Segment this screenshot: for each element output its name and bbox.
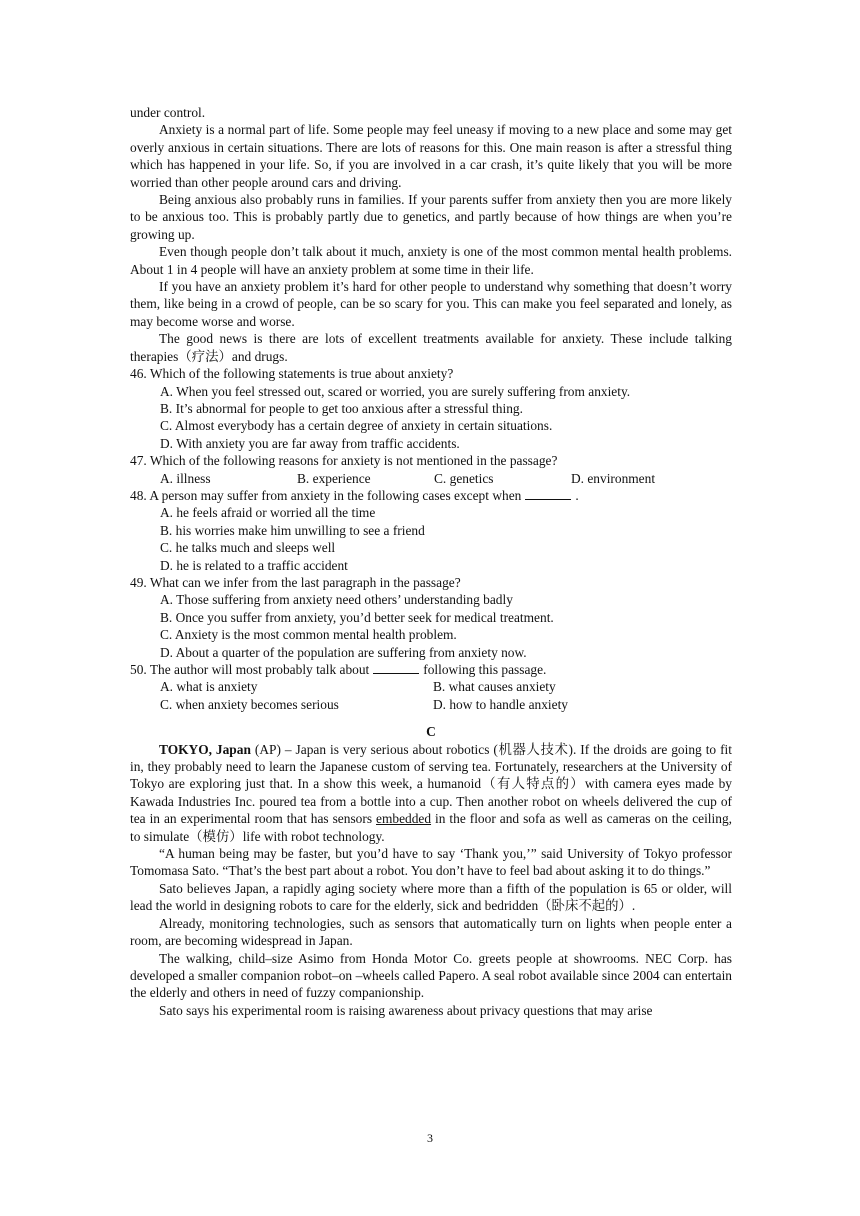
dateline: TOKYO, Japan bbox=[159, 741, 251, 757]
section-heading: C bbox=[426, 724, 436, 740]
answer-option: A. When you feel stressed out, scared or worried, you are surely suffering from anxiety. bbox=[160, 383, 631, 399]
answer-option: B. what causes anxiety bbox=[433, 679, 556, 695]
question-46 bbox=[130, 365, 732, 452]
question-stem-text: 48. A person may suffer from anxiety in the following cases except when bbox=[130, 487, 522, 503]
answer-option: C. Almost everybody has a certain degree of anxiety in certain situations. bbox=[160, 418, 553, 434]
answer-option: D. About a quarter of the population are suffering from anxiety now. bbox=[160, 644, 527, 660]
question-50 bbox=[130, 661, 732, 713]
paragraph: Sato believes Japan, a rapidly aging society where more than a fifth of the population is 65 or older, will lead the world in designing robots to care for the elderly, sick and bedridden（卧床不起的）. bbox=[130, 880, 732, 914]
paragraph: under control. bbox=[130, 105, 206, 120]
paragraph-text: (AP) – Japan is very serious about robotics (机器人技术). If the droids are going to fit in, they probably need to learn the Japanese custom of serving tea. Fortunately, researchers at the University of Tokyo are exploring just that. In a show this week, a humanoid（有人特点的）with camera eyes made by Kawada Industries Inc. poured tea from a bottle into a cup. Then another robot on wheels delivered the cup of tea in an experimental room that has sensors bbox=[130, 741, 732, 827]
answer-blank bbox=[525, 487, 571, 500]
answer-option: B. It’s abnormal for people to get too anxious after a stressful thing. bbox=[160, 400, 523, 416]
answer-option: D. With anxiety you are far away from traffic accidents. bbox=[160, 435, 460, 451]
answer-option: B. Once you suffer from anxiety, you’d better seek for medical treatment. bbox=[160, 609, 554, 625]
question-47 bbox=[130, 452, 732, 487]
text-column bbox=[130, 104, 732, 1019]
question-49 bbox=[130, 574, 732, 661]
answer-option: C. genetics bbox=[434, 470, 494, 486]
paragraph: If you have an anxiety problem it’s hard for other people to understand why something that doesn’t worry them, like being in a crowd of people, can be so scary for you. This can make you feel separated and lonely, as may become worse and worse. bbox=[130, 279, 732, 329]
paragraph: “A human being may be faster, but you’d have to say ‘Thank you,’” said University of Tokyo professor Tomomasa Sato. “That’s the best part about a robot. You don’t have to feel bad about asking it to do things.” bbox=[130, 846, 732, 879]
answer-option: A. he feels afraid or worried all the time bbox=[160, 505, 376, 521]
answer-option: A. what is anxiety bbox=[160, 679, 258, 695]
question-48 bbox=[130, 487, 732, 574]
answer-option: A. illness bbox=[160, 470, 211, 486]
answer-option: C. Anxiety is the most common mental health problem. bbox=[160, 627, 457, 643]
answer-option: C. when anxiety becomes serious bbox=[160, 696, 339, 712]
answer-blank bbox=[373, 661, 419, 674]
question-stem-end: following this passage. bbox=[423, 662, 547, 677]
paragraph: The walking, child–size Asimo from Honda Motor Co. greets people at showrooms. NEC Corp. has developed a smaller companion robot–on –wheels called Papero. A seal robot available since 2004 can entertain the elderly and others in need of fuzzy companionship. bbox=[130, 950, 732, 1001]
answer-option: D. environment bbox=[571, 470, 656, 486]
paragraph: The good news is there are lots of excellent treatments available for anxiety. These include talking therapies（疗法）and drugs. bbox=[130, 331, 732, 364]
paragraph: Already, monitoring technologies, such as sensors that automatically turn on lights when people enter a room, are becoming widespread in Japan. bbox=[130, 915, 732, 949]
paragraph: Being anxious also probably runs in families. If your parents suffer from anxiety then you are more likely to be anxious too. This is probably partly due to genetics, and partly because of how things are when you’re growing up. bbox=[130, 192, 732, 242]
question-stem-end: . bbox=[575, 487, 579, 503]
answer-option: B. experience bbox=[297, 470, 371, 486]
answer-option: B. his worries make him unwilling to see a friend bbox=[160, 522, 425, 538]
answer-option: A. Those suffering from anxiety need others’ understanding badly bbox=[160, 592, 513, 608]
answer-options-row bbox=[160, 678, 732, 695]
answer-option: C. he talks much and sleeps well bbox=[160, 540, 336, 556]
page-number: 3 bbox=[427, 1131, 433, 1145]
answer-option: D. how to handle anxiety bbox=[433, 696, 568, 712]
answer-options-row bbox=[160, 696, 732, 713]
paragraph: Even though people don’t talk about it much, anxiety is one of the most common mental health problems. About 1 in 4 people will have an anxiety problem at some time in their life. bbox=[130, 244, 732, 277]
question-stem: 47. Which of the following reasons for anxiety is not mentioned in the passage? bbox=[130, 453, 558, 469]
answer-option: D. he is related to a traffic accident bbox=[160, 557, 348, 573]
answer-options-row bbox=[160, 470, 732, 487]
question-stem bbox=[130, 661, 732, 678]
question-stem bbox=[130, 487, 732, 504]
question-stem-text: 50. The author will most probably talk about bbox=[130, 662, 370, 677]
question-stem: 46. Which of the following statements is true about anxiety? bbox=[130, 366, 454, 382]
paragraph-text: in the floor and sofa as well as cameras on the ceiling, to simulate（模仿）life with robot technology. bbox=[130, 811, 732, 844]
underlined-word: embedded bbox=[376, 811, 432, 827]
question-stem: 49. What can we infer from the last paragraph in the passage? bbox=[130, 574, 461, 590]
paragraph bbox=[130, 741, 732, 845]
paragraph: Sato says his experimental room is raising awareness about privacy questions that may arise bbox=[159, 1002, 653, 1018]
paragraph: Anxiety is a normal part of life. Some people may feel uneasy if moving to a new place and some may get overly anxious in certain situations. There are lots of reasons for this. One main reason is after a stressful thing which has happened in your life. So, if you are involved in a car crash, it’s quite likely that you will be more worried than other people around cars and driving. bbox=[130, 122, 732, 190]
